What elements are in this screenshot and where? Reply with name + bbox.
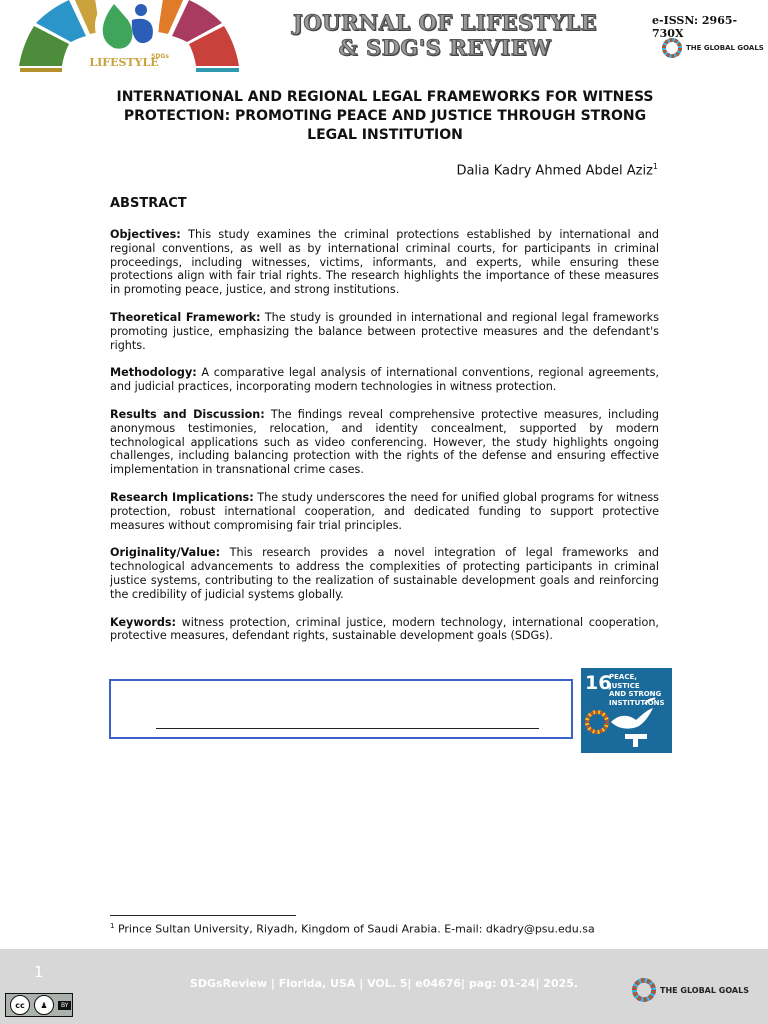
abstract-objectives <box>110 228 659 297</box>
author-name <box>456 162 658 178</box>
footnote-text: Prince Sultan University, Riyadh, Kingdom of Saudi Arabia. E-mail: dkadry@psu.edu.sa <box>114 922 595 936</box>
section-label: Originality/Value: <box>110 546 221 560</box>
section-label: Objectives: <box>110 228 181 241</box>
box-divider-line <box>156 728 539 729</box>
paper-title: INTERNATIONAL AND REGIONAL LEGAL FRAMEWORKS FOR WITNESS PROTECTION: PROMOTING PEACE AND JUSTICE THROUGH STRONG LEGAL INSTITUTION <box>116 89 654 143</box>
abstract-theoretical-framework <box>110 311 659 352</box>
section-label: Methodology: <box>110 366 197 380</box>
journal-title-line1: JOURNAL OF LIFESTYLE <box>292 10 598 35</box>
section-label: Keywords: <box>110 615 177 629</box>
author-footnote-mark: 1 <box>652 162 658 171</box>
section-text: This study examines the criminal protections established by international and regional conventions, as well as by international criminal courts, for participants in criminal proceedings, including witnesses, victims, informants, and experts, while ensuring these protections align with fair trial rights. The research highlights the importance of these measures in promoting peace, justice, and strong institutions. <box>110 228 659 297</box>
section-text: The study underscores the need for unified global programs for witness protection, robust international cooperation, and dedicated funding to support protective measures without compromising fair trial principles. <box>110 490 659 532</box>
abstract-body <box>110 228 659 657</box>
footer-citation: SDGsReview | Florida, USA | VOL. 5| e04676| pag: 01-24| 2025. <box>189 977 579 990</box>
attribution-person-icon: ♟ <box>34 995 54 1015</box>
global-goals-logo-footer <box>632 978 749 1002</box>
section-text: witness protection, criminal justice, modern technology, international cooperation, protective measures, defendant rights, sustainable development goals (SDGs). <box>110 615 659 643</box>
footnote <box>110 922 595 936</box>
abstract-originality <box>110 546 659 601</box>
abstract-keywords <box>110 616 659 644</box>
cc-license-badge[interactable] <box>5 993 73 1017</box>
logo-text: LIFESTYLE <box>89 56 159 69</box>
sdg-label-line3: INSTITUTIONS <box>609 698 665 707</box>
section-text: This research provides a novel integration of legal frameworks and technological advancements to address the complexities of protecting participants in criminal justice systems, contributing to the realization of sustainable development goals and reinforcing the credibility of judicial systems globally. <box>110 546 659 601</box>
footnote-rule <box>110 915 296 916</box>
global-goals-logo <box>662 38 764 58</box>
sdg-label-line1: PEACE, JUSTICE <box>609 673 640 690</box>
license-by-label: BY <box>58 1001 71 1010</box>
section-text: The study is grounded in international and regional legal frameworks promoting justice, emphasizing the balance between protective measures and the defendant's rights. <box>110 310 659 352</box>
article-info-box <box>109 679 573 739</box>
abstract-methodology <box>110 366 659 394</box>
logo-badge: SDGs <box>151 53 169 60</box>
abstract-results <box>110 408 659 477</box>
sdg16-badge <box>581 668 672 753</box>
footnote-mark: 1 <box>110 922 115 930</box>
global-goals-label: THE GLOBAL GOALS <box>686 44 764 52</box>
global-goals-label: THE GLOBAL GOALS <box>660 985 749 995</box>
cc-icon: cc <box>10 995 30 1015</box>
global-goals-wheel-icon <box>632 978 656 1002</box>
section-text: A comparative legal analysis of international conventions, regional agreements, and judicial practices, incorporating modern technologies in witness protection. <box>110 366 659 394</box>
section-text: The findings reveal comprehensive protective measures, including anonymous testimonies, relocation, and identity concealment, supported by modern technological applications such as video conferencing. However, the study highlights ongoing challenges, including balancing protection with the rights of the defense and ensuring effective implementation in transnational crime cases. <box>110 407 659 477</box>
dove-gavel-icon <box>581 668 672 753</box>
section-label: Results and Discussion: <box>110 407 265 421</box>
page-number: 1 <box>34 963 44 981</box>
global-goals-wheel-icon <box>662 38 682 58</box>
eissn-label: e-ISSN: 2965-730X <box>652 14 738 40</box>
section-label: Theoretical Framework: <box>110 310 261 324</box>
abstract-implications <box>110 491 659 532</box>
section-label: Research Implications: <box>110 490 254 504</box>
sdg-number: 16 <box>585 672 612 694</box>
journal-title-line2: & SDG'S REVIEW <box>338 35 552 60</box>
author-name-text: Dalia Kadry Ahmed Abdel Aziz <box>456 163 653 179</box>
sdg-label-line2: AND STRONG <box>609 690 662 698</box>
sdg-wheel-logo <box>14 0 244 76</box>
journal-title <box>262 10 628 60</box>
abstract-heading: ABSTRACT <box>110 196 187 211</box>
journal-header <box>0 0 768 76</box>
